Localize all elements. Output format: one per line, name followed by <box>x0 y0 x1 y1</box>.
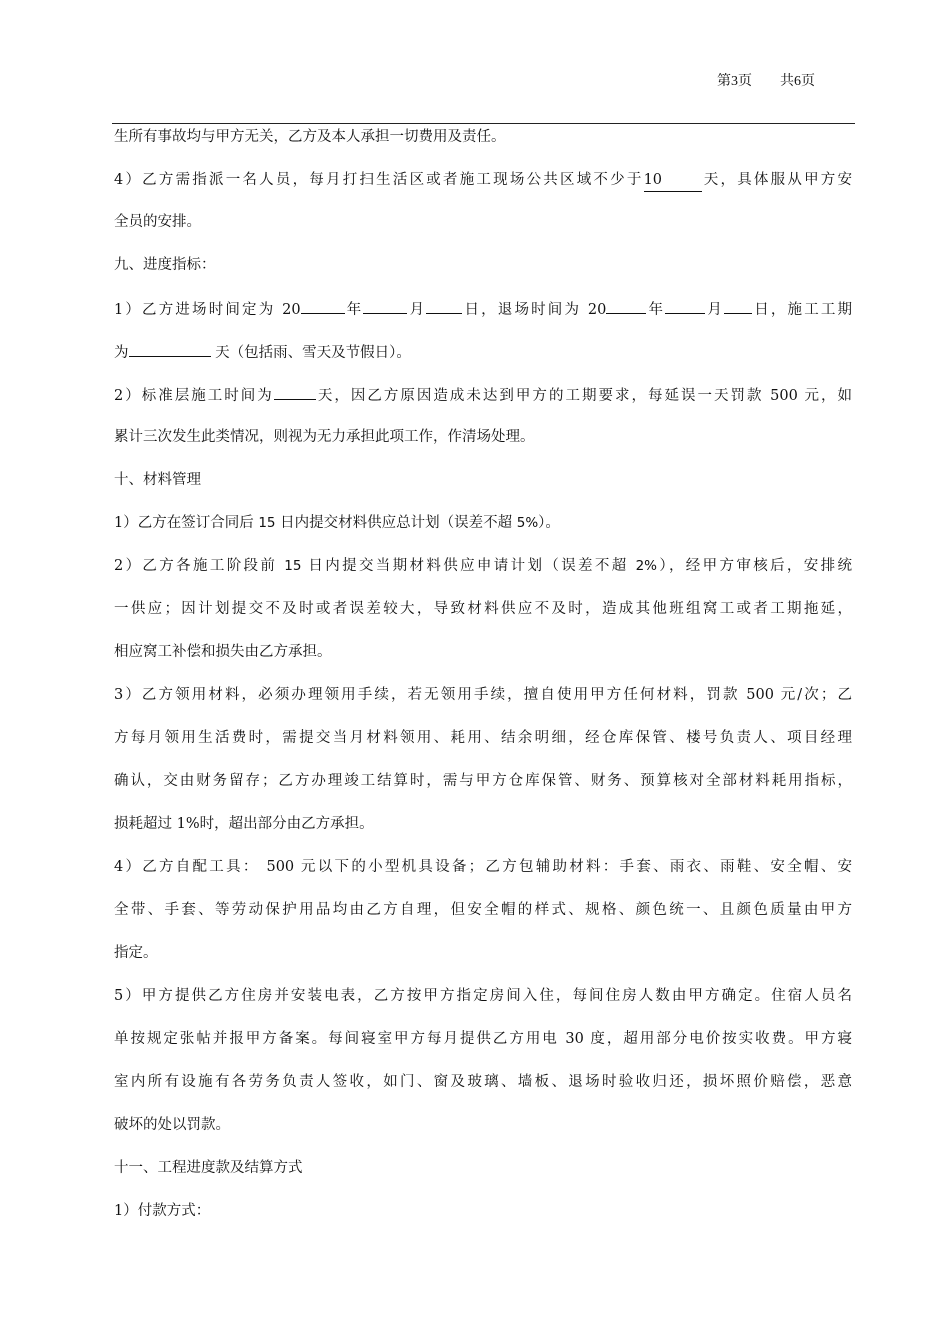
section-heading-11: 十一、工程进度款及结算方式 <box>114 1160 303 1176</box>
text-line: 4）乙方自配工具： 500 元以下的小型机具设备；乙方包辅助材料：手套、雨衣、雨鞋、安全帽、安 <box>114 859 852 875</box>
text-line: 损耗超过 1%时，超出部分由乙方承担。 <box>114 816 374 832</box>
entry-day-blank <box>426 297 462 314</box>
text-line: 1）乙方进场时间定为 20 年 月 日，退场时间为 20 年 月 日，施工工期 <box>114 297 852 321</box>
text-line: 室内所有设施有各劳务负责人签收，如门、窗及玻璃、墙板、退场时验收归还，损坏照价赔偿，恶意 <box>114 1074 852 1090</box>
text-line: 方每月领用生活费时，需提交当月材料领用、耗用、结余明细，经仓库保管、楼号负责人、项目经理 <box>114 730 852 746</box>
text-line: 一供应；因计划提交不及时或者误差较大，导致材料供应不及时，造成其他班组窝工或者工期拖延， <box>114 601 852 617</box>
text-line: 2）标准层施工时间为 天，因乙方原因造成未达到甲方的工期要求，每延误一天罚款 500 元，如 <box>114 383 852 407</box>
text-line: 2）乙方各施工阶段前 15 日内提交当期材料供应申请计划（误差不超 2%），经甲方审核后，安排统 <box>114 558 852 574</box>
page-header <box>0 0 950 130</box>
text-line: 4）乙方需指派一名人员，每月打扫生活区或者施工现场公共区域不少于10 天，具体服从甲方安 <box>114 169 852 192</box>
entry-month-blank <box>363 297 407 314</box>
text-line: 1）乙方在签订合同后 15 日内提交材料供应总计划（误差不超 5%）。 <box>114 515 560 531</box>
header-divider <box>112 123 855 124</box>
text-line: 指定。 <box>114 945 158 961</box>
text-line: 5）甲方提供乙方住房并安装电表，乙方按甲方指定房间入住，每间住房人数由甲方确定。住宿人员名 <box>114 988 852 1004</box>
section-heading-10: 十、材料管理 <box>114 472 201 488</box>
text-line: 3）乙方领用材料，必须办理领用手续，若无领用手续，擅自使用甲方任何材料，罚款 500 元/次；乙 <box>114 687 852 703</box>
section-heading-9: 九、进度指标： <box>114 257 216 273</box>
entry-year-blank <box>301 297 345 314</box>
text-line: 全员的安排。 <box>114 214 201 230</box>
exit-year-blank <box>606 297 646 314</box>
page-total: 共6页 <box>780 74 815 89</box>
text-line: 相应窝工补偿和损失由乙方承担。 <box>114 644 332 660</box>
exit-month-blank <box>665 297 705 314</box>
floor-days-blank <box>274 383 316 400</box>
exit-day-blank <box>724 297 752 314</box>
cleaning-days-value: 10 <box>644 169 702 192</box>
text-line: 确认，交由财务留存；乙方办理竣工结算时，需与甲方仓库保管、财务、预算核对全部材料耗用指标， <box>114 773 852 789</box>
text-line: 单按规定张帖并报甲方备案。每间寝室甲方每月提供乙方用电 30 度，超用部分电价按实收费。甲方寝 <box>114 1031 852 1047</box>
page-number: 第3页 <box>717 74 752 89</box>
text-line: 累计三次发生此类情况，则视为无力承担此项工作，作清场处理。 <box>114 429 535 445</box>
text-line: 为 天（包括雨、雪天及节假日）。 <box>114 340 852 364</box>
text-line: 全带、手套、等劳动保护用品均由乙方自理，但安全帽的样式、规格、颜色统一、且颜色质量由甲方 <box>114 902 852 918</box>
text-line: 生所有事故均与甲方无关，乙方及本人承担一切费用及责任。 <box>114 129 506 145</box>
duration-blank <box>129 340 211 357</box>
text-line: 1）付款方式： <box>114 1203 211 1219</box>
text-line: 破坏的处以罚款。 <box>114 1117 230 1133</box>
